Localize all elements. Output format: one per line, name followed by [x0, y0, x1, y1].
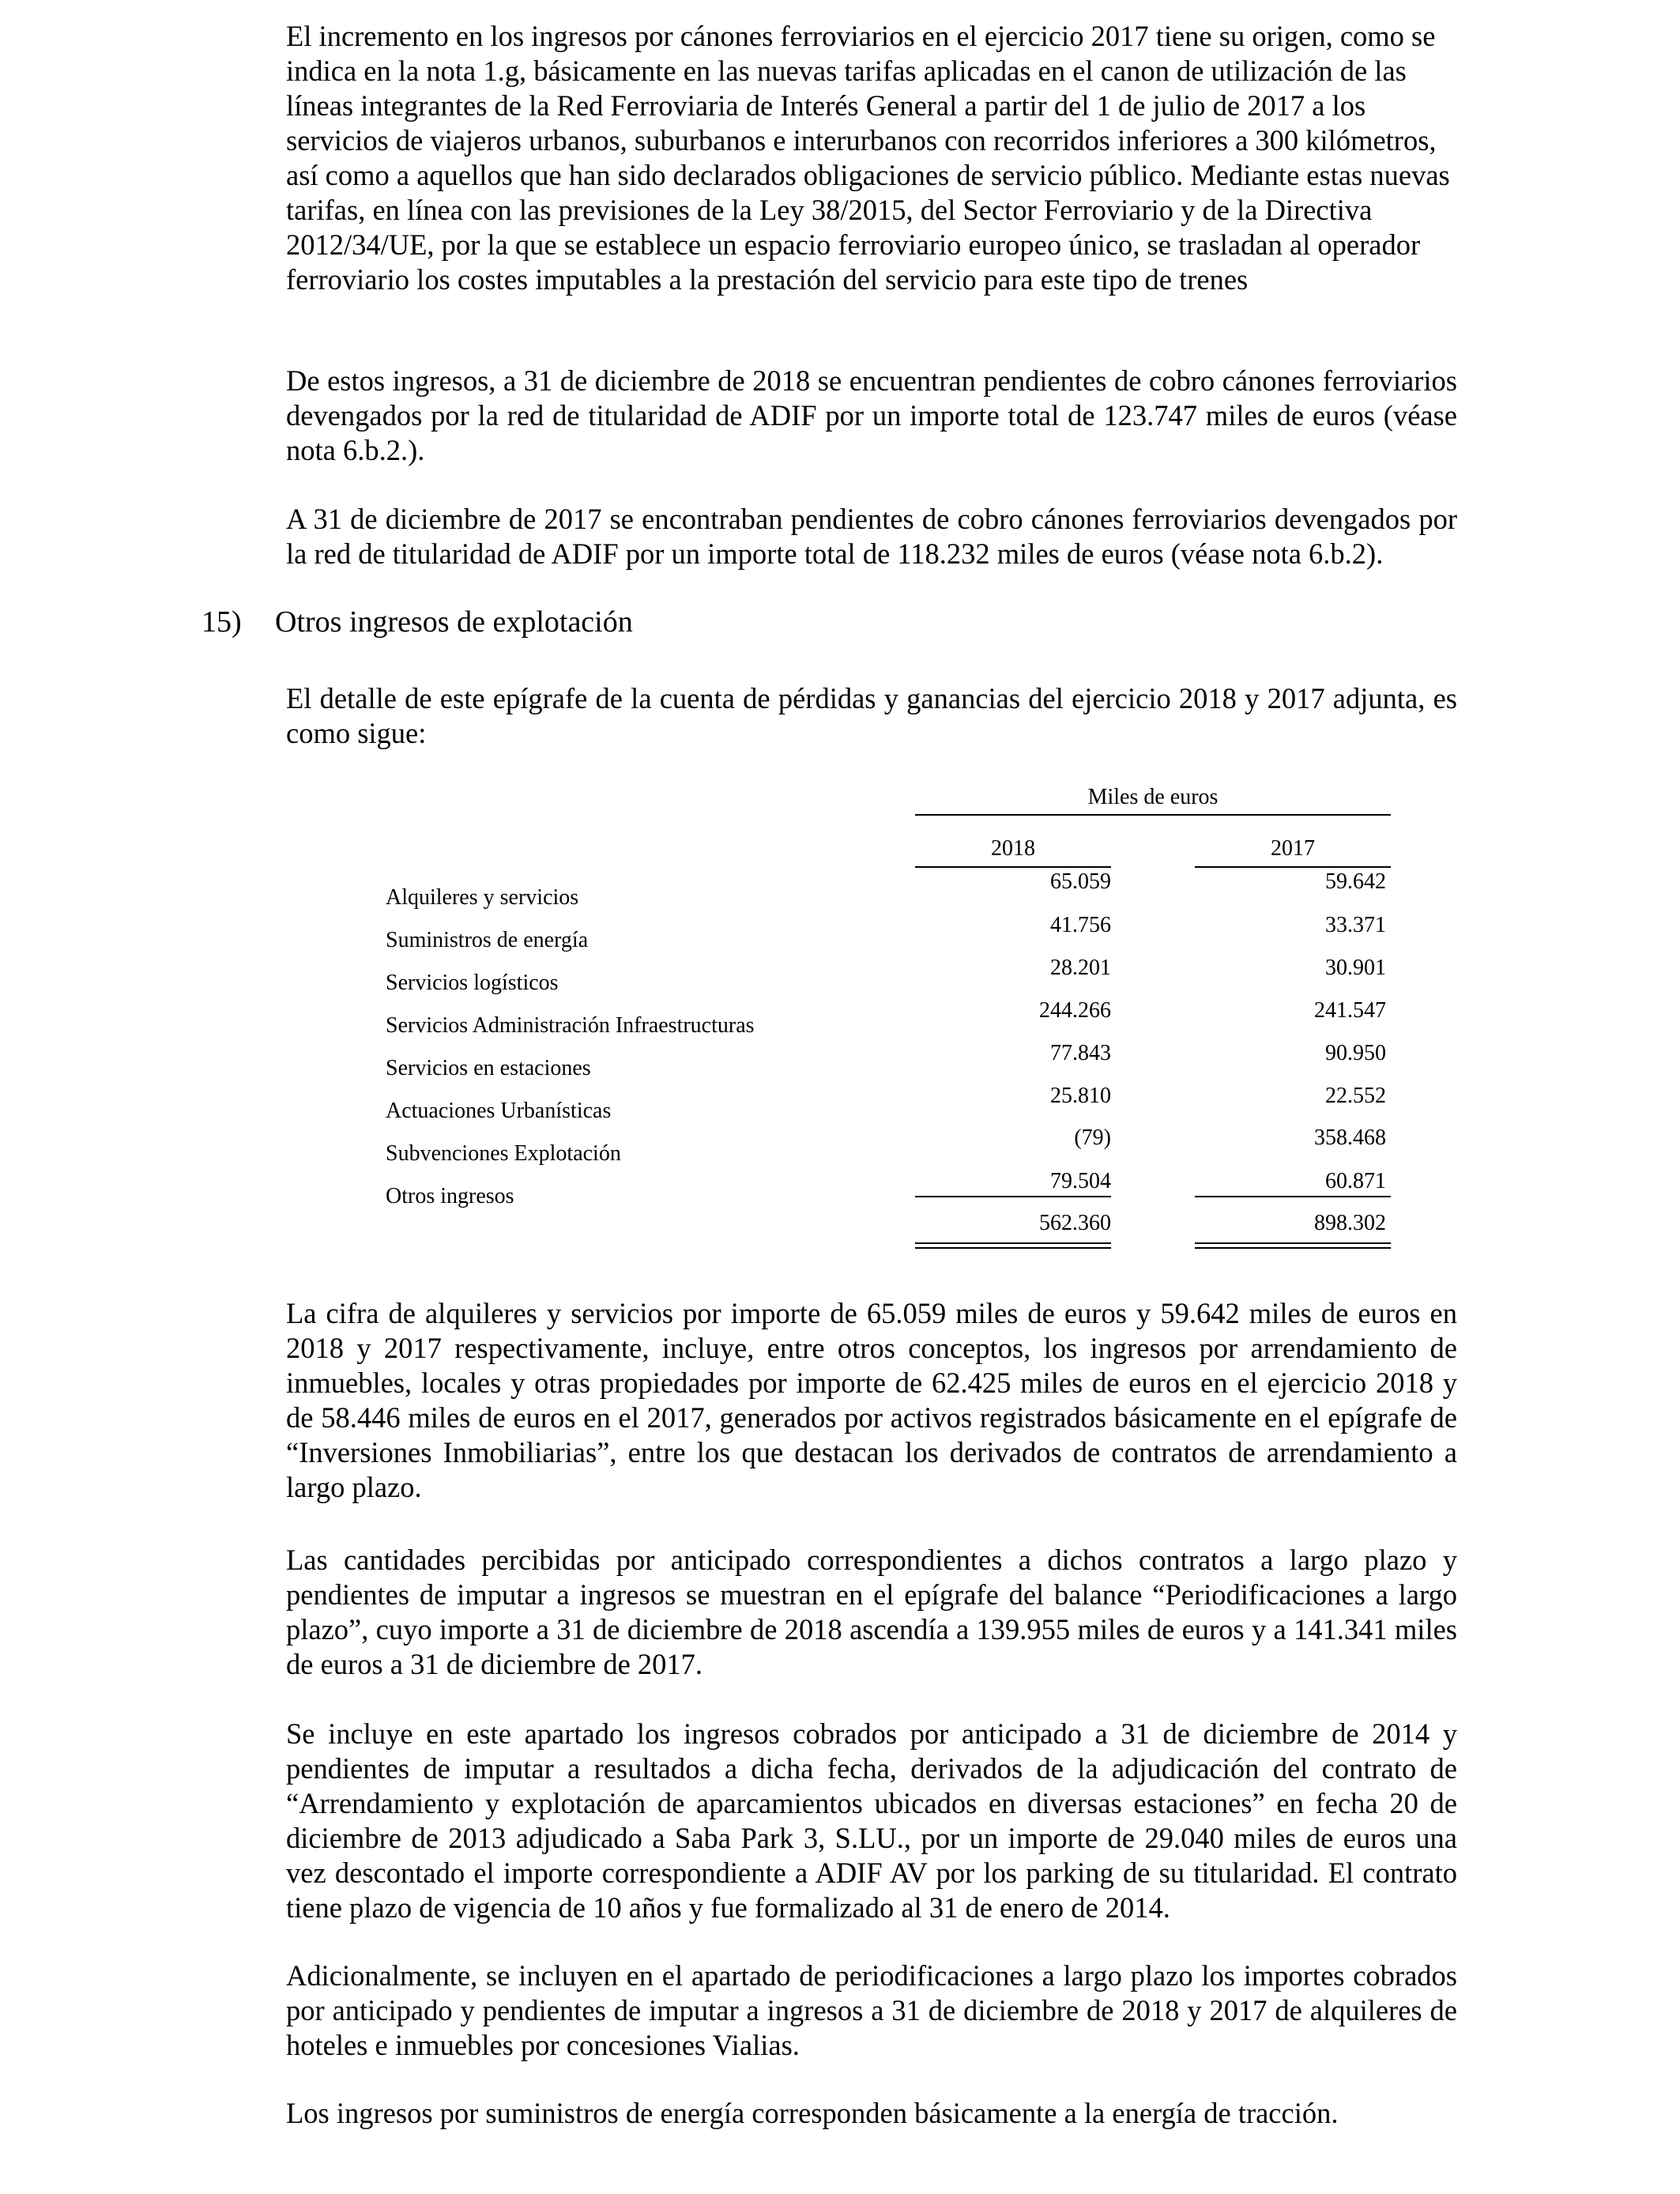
- row-value-2018: 244.266: [1039, 998, 1111, 1023]
- header-rule: [915, 814, 1391, 816]
- row-value-2018: 28.201: [1050, 956, 1111, 980]
- paragraph-energia: Los ingresos por suministros de energía corresponden básicamente a la energía de tracción.: [286, 2097, 1339, 2129]
- row-label: Servicios en estaciones: [386, 1056, 591, 1080]
- row-value-2017: 60.871: [1325, 1169, 1386, 1193]
- subtotal-rule-2017: [1195, 1196, 1391, 1197]
- row-label: Alquileres y servicios: [386, 885, 579, 910]
- row-value-2017: 241.547: [1314, 998, 1386, 1023]
- column-rule-2017: [1195, 866, 1391, 868]
- total-double-rule-2018-a: [915, 1242, 1111, 1244]
- row-value-2017: 59.642: [1325, 869, 1386, 894]
- row-value-2018: 25.810: [1050, 1084, 1111, 1108]
- total-2017: 898.302: [1314, 1211, 1386, 1235]
- paragraph-periodificaciones: Las cantidades percibidas por anticipado correspondientes a dichos contratos a largo plazo y pendientes de imputar a ingresos se muestran en el epígrafe del balance “Periodificaciones a largo plazo”, cuyo importe a 31 de diciembre de 2018 ascendía a 139.955 miles de euros y a 141.341 miles de euros a 31 de diciembre de 2017.: [286, 1544, 1457, 1680]
- row-value-2017: 30.901: [1325, 956, 1386, 980]
- row-value-2017: 22.552: [1325, 1084, 1386, 1108]
- row-label: Servicios Administración Infraestructuras: [386, 1013, 755, 1038]
- row-label: Otros ingresos: [386, 1184, 514, 1208]
- row-value-2018: 77.843: [1050, 1041, 1111, 1065]
- row-label: Suministros de energía: [386, 928, 589, 952]
- row-value-2018: (79): [1074, 1125, 1111, 1150]
- table-unit-header: Miles de euros: [1087, 785, 1219, 809]
- row-value-2018: 79.504: [1050, 1169, 1111, 1193]
- paragraph-aparcamientos: Se incluye en este apartado los ingresos cobrados por anticipado a 31 de diciembre de 2014 y pendientes de imputar a resultados a dicha fecha, derivados de la adjudicación del contrato de “Arrendamiento y explotación de aparcamientos ubicados en diversas estaciones” en fecha 20 de diciembre de 2013 adjudicado a Saba Park 3, S.LU., por un importe de 29.040 miles de euros una vez descontado el importe correspondiente a ADIF AV por los parking de su titularidad. El contrato tiene plazo de vigencia de 10 años y fue formalizado al 31 de enero de 2014.: [286, 1717, 1457, 1924]
- total-double-rule-2018-b: [915, 1247, 1111, 1249]
- section-title: Otros ingresos de explotación: [275, 605, 633, 639]
- subtotal-rule-2018: [915, 1196, 1111, 1197]
- column-header-2017: 2017: [1271, 836, 1315, 861]
- section-number: 15): [202, 605, 242, 639]
- column-rule-2018: [915, 866, 1111, 868]
- row-value-2018: 65.059: [1050, 869, 1111, 894]
- paragraph-pending-2018: De estos ingresos, a 31 de diciembre de 2018 se encuentran pendientes de cobro cánones ferroviarios devengados por la red de titularidad de ADIF por un importe total de 123.747 miles de euros (véase nota 6.b.2.).: [286, 364, 1457, 466]
- row-value-2018: 41.756: [1050, 913, 1111, 937]
- row-label: Servicios logísticos: [386, 971, 559, 995]
- paragraph-pending-2017: A 31 de diciembre de 2017 se encontraban pendientes de cobro cánones ferroviarios devengados por la red de titularidad de ADIF por un importe total de 118.232 miles de euros (véase nota 6.b.2).: [286, 503, 1457, 570]
- total-2018: 562.360: [1039, 1211, 1111, 1235]
- total-double-rule-2017-b: [1195, 1247, 1391, 1249]
- paragraph-vialias: Adicionalmente, se incluyen en el apartado de periodificaciones a largo plazo los importes cobrados por anticipado y pendientes de imputar a ingresos a 31 de diciembre de 2018 y 2017 de alquileres de hoteles e inmuebles por concesiones Vialias.: [286, 1959, 1457, 2061]
- row-value-2017: 358.468: [1314, 1125, 1386, 1150]
- row-label: Actuaciones Urbanísticas: [386, 1099, 612, 1123]
- row-label: Subvenciones Explotación: [386, 1141, 621, 1166]
- paragraph-alquileres: La cifra de alquileres y servicios por importe de 65.059 miles de euros y 59.642 miles de euros en 2018 y 2017 respectivamente, incluye, entre otros conceptos, los ingresos por arrendamiento de inmuebles, locales y otras propiedades por importe de 62.425 miles de euros en el ejercicio 2018 y de 58.446 miles de euros en el 2017, generados por activos registrados básicamente en el epígrafe de “Inversiones Inmobiliarias”, entre los que destacan los derivados de contratos de arrendamiento a largo plazo.: [286, 1297, 1457, 1503]
- row-value-2017: 90.950: [1325, 1041, 1386, 1065]
- paragraph-canones-increment: El incremento en los ingresos por cánones ferroviarios en el ejercicio 2017 tiene su origen, como se indica en la nota 1.g, básicamente en las nuevas tarifas aplicadas en el canon de utilización de las líneas integrantes de la Red Ferroviaria de Interés General a partir del 1 de julio de 2017 a los servicios de viajeros urbanos, suburbanos e interurbanos con recorridos inferiores a 300 kilómetros, así como a aquellos que han sido declarados obligaciones de servicio público. Mediante estas nuevas tarifas, en línea con las previsiones de la Ley 38/2015, del Sector Ferroviario y de la Directiva 2012/34/UE, por la que se establece un espacio ferroviario europeo único, se trasladan al operador ferroviario los costes imputables a la prestación del servicio para este tipo de trenes: [286, 20, 1450, 296]
- paragraph-table-intro: El detalle de este epígrafe de la cuenta de pérdidas y ganancias del ejercicio 2018 y 2017 adjunta, es como sigue:: [286, 682, 1457, 749]
- total-double-rule-2017-a: [1195, 1242, 1391, 1244]
- column-header-2018: 2018: [991, 836, 1035, 861]
- row-value-2017: 33.371: [1325, 913, 1386, 937]
